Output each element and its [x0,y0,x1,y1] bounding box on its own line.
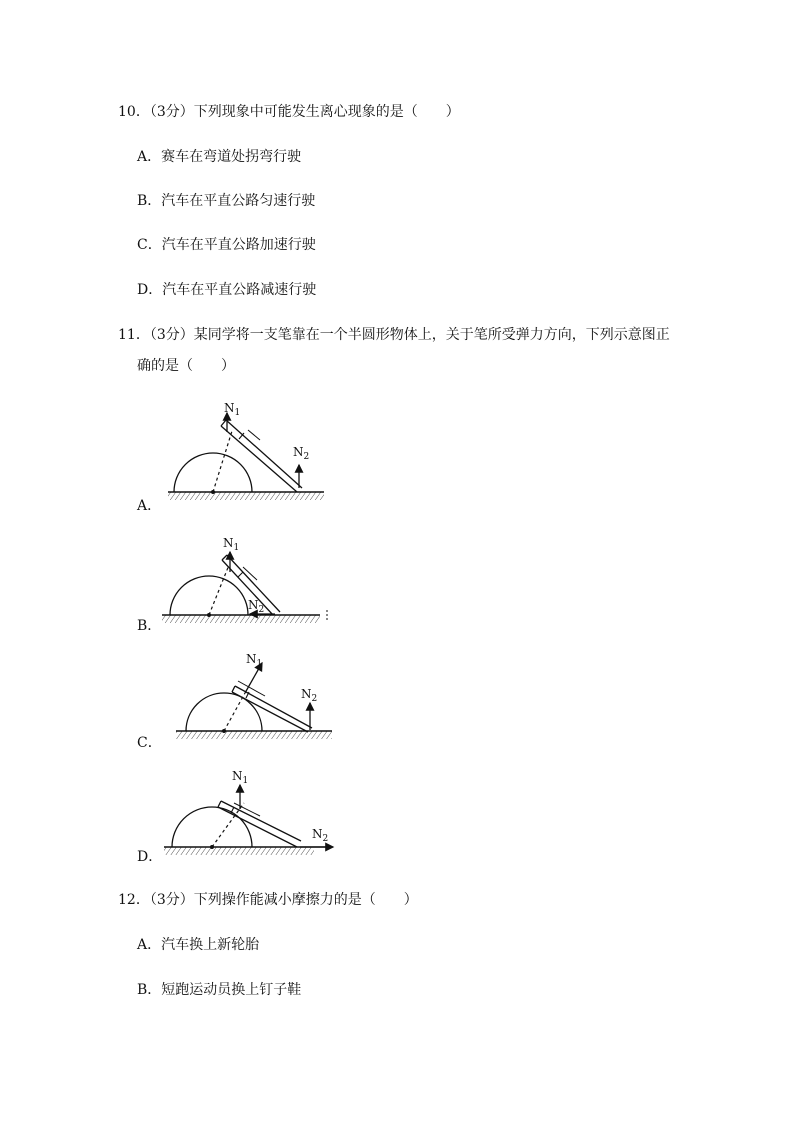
q10-option-a: A．赛车在弯道处拐弯行驶 [137,149,302,165]
q12-option-b: B．短跑运动员换上钉子鞋 [137,982,302,998]
q11-figure-c-letter: C． [137,735,162,751]
question-12-stem: 12．（3分）下列操作能减小摩擦力的是（ ） [118,892,418,908]
n2-label: $N_2$ [248,598,265,615]
n2-label: $N_2$ [293,445,310,462]
semicircle-body [186,693,262,731]
center-dot [210,845,214,849]
center-dot [207,613,211,617]
q10-option-c: C．汽车在平直公路加速行驶 [137,237,316,253]
radius-dashed-line [224,693,245,731]
q10-option-b: B．汽车在平直公路匀速行驶 [137,193,316,209]
radius-dashed-line [213,431,232,492]
q11-figure-a-letter: A． [137,498,162,514]
pen [218,801,301,847]
n1-label: $N_1$ [246,652,263,669]
q11-figure-a [160,400,340,510]
semicircle-body [170,576,248,615]
ground-hatch [176,731,332,739]
n1-label: $N_1$ [232,769,249,786]
q10-option-d: D．汽车在平直公路减速行驶 [137,282,317,298]
n2-label: $N_2$ [312,827,329,844]
center-dot [211,490,215,494]
radius-dashed-line [209,565,229,615]
center-dot [222,729,226,733]
question-11-stem-line1: 11．（3分）某同学将一支笔靠在一个半圆形物体上，关于笔所受弹力方向，下列示意图正 [118,327,670,343]
pen [221,420,302,492]
n1-label: $N_1$ [223,536,240,553]
pen [232,681,312,732]
q12-option-a: A．汽车换上新轮胎 [137,937,260,953]
q11-figure-b-letter: B． [137,618,162,634]
ground-hatch [168,492,324,500]
question-10-stem: 10．（3分）下列现象中可能发生离心现象的是（ ） [118,104,460,120]
q11-figure-d-letter: D． [137,849,163,865]
question-11-stem-line2: 确的是（ ） [137,358,235,374]
q11-figure-d [160,763,340,863]
semicircle-body [172,807,252,847]
ground-hatch [164,847,314,855]
q11-figure-b [160,530,340,635]
n2-label: $N_2$ [301,687,318,704]
n1-label: $N_1$ [224,401,241,418]
ground-hatch [162,615,320,623]
semicircle-body [174,453,252,492]
q11-figure-c [160,648,340,748]
